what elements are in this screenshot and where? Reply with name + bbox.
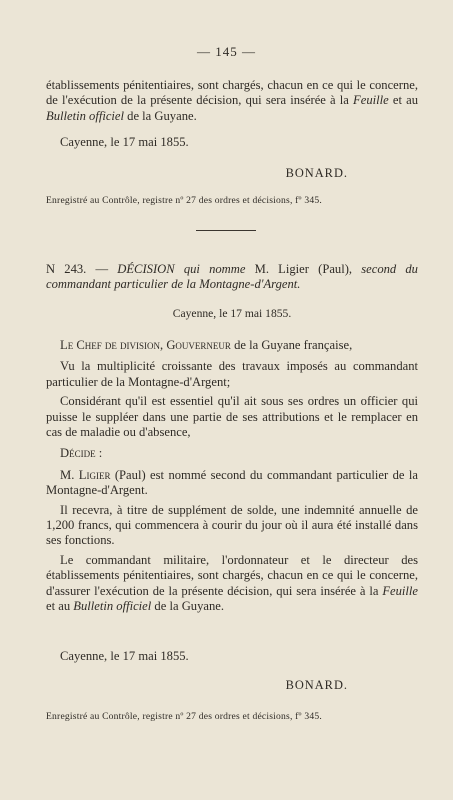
decide-heading: Décide : bbox=[60, 446, 103, 461]
registration-note: Enregistré au Contrôle, registre nº 27 des ordres et décisions, fº 345. bbox=[46, 195, 322, 206]
signature: BONARD. bbox=[285, 166, 348, 180]
appointee-name: M. Ligier (Paul), bbox=[254, 262, 362, 276]
decision-heading: N 243. — DÉCISION qui nomme M. Ligier (Paul), second du commandant particulier de la Montagne-d'Argent. bbox=[46, 262, 418, 292]
decision-date: Cayenne, le 17 mai 1855. bbox=[60, 649, 189, 663]
article-3: Le commandant militaire, l'ordonnateur et le directeur des établissements pénitentiaires, sont chargés, chacun en ce qui le concerne, d'assurer l'exécution de la présente décision, qui sera insérée à la Feuille et au Bulletin officiel de la Guyane. bbox=[46, 552, 418, 614]
vu-paragraph: Vu la multiplicité croissante des travaux imposés au commandant particulier de la Montagne-d'Argent; bbox=[46, 359, 418, 389]
previous-decision-closing bbox=[46, 78, 418, 124]
article-2: Il recevra, à titre de supplément de solde, une indemnité annuelle de 1,200 francs, qui commencera à courir du jour où il aura été installé dans ses fonctions. bbox=[46, 502, 418, 548]
section-divider bbox=[196, 230, 256, 231]
closing-date: Cayenne, le 17 mai 1855. bbox=[60, 135, 189, 149]
decision-signature: BONARD. bbox=[285, 678, 348, 692]
considerant-paragraph: Considérant qu'il est essentiel qu'il ait sous ses ordres un officier qui puisse le suppléer dans une partie de ses attributions et le remplacer en cas de maladie ou d'absence, bbox=[46, 394, 418, 440]
decision-body bbox=[46, 338, 418, 615]
place-date: Cayenne, le 17 mai 1855. bbox=[172, 307, 292, 320]
preamble: Le Chef de division, Gouverneur de la Guyane française, bbox=[60, 338, 353, 352]
closing-paragraph: établissements pénitentiaires, sont chargés, chacun en ce qui le concerne, de l'exécution de la présente décision, qui sera insérée à la Feuille et au Bulletin officiel de la Guyane. bbox=[46, 78, 418, 123]
page-number: — 145 — bbox=[197, 44, 256, 59]
decision-registration-note: Enregistré au Contrôle, registre nº 27 des ordres et décisions, fº 345. bbox=[46, 711, 322, 722]
article-1: M. Ligier (Paul) est nommé second du commandant particulier de la Montagne-d'Argent. bbox=[46, 467, 418, 498]
